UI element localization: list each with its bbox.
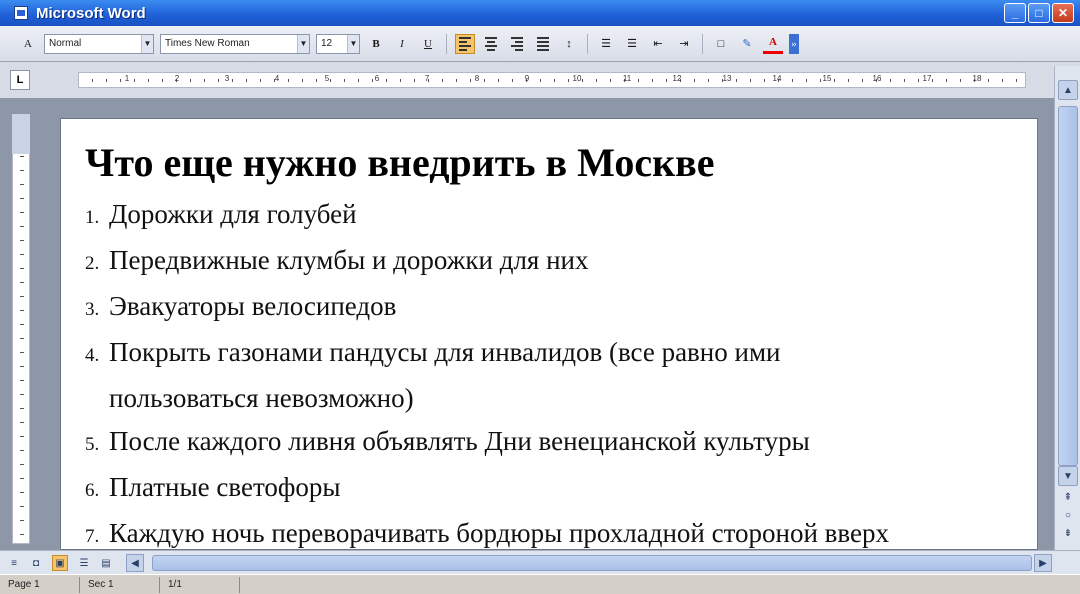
ruler-number: 14 <box>772 74 782 83</box>
chevron-down-icon[interactable]: ▼ <box>347 35 359 53</box>
window-controls <box>1004 3 1074 23</box>
ruler-number: 9 <box>524 74 530 83</box>
decrease-indent-icon[interactable]: ⇤ <box>653 38 663 50</box>
reading-layout-icon[interactable]: ▤ <box>101 557 111 569</box>
ruler-number: 17 <box>922 74 932 83</box>
ruler-number: 7 <box>424 74 430 83</box>
list-item-number: 4. <box>85 345 100 366</box>
word-app-icon[interactable] <box>14 6 28 20</box>
list-item <box>85 420 1025 466</box>
toolbar-options-icon[interactable]: » <box>789 34 799 54</box>
list-item-number: 1. <box>85 207 100 228</box>
italic-button[interactable]: I <box>400 37 404 50</box>
document-workspace <box>0 98 1080 550</box>
ruler-number: 4 <box>274 74 280 83</box>
list-item-number: 3. <box>85 299 100 320</box>
status-section: Sec 1 <box>80 577 160 593</box>
ruler-number: 5 <box>324 74 330 83</box>
font-size-value: 12 <box>321 38 333 49</box>
underline-button[interactable]: U <box>424 37 432 50</box>
print-layout-icon[interactable]: ▣ <box>52 555 68 571</box>
ruler-number: 8 <box>474 74 480 83</box>
numbering-icon[interactable]: ☰ <box>601 38 611 50</box>
normal-view-icon[interactable]: ≡ <box>11 557 17 569</box>
line-spacing-icon[interactable]: ↕ <box>566 37 572 50</box>
document-list <box>85 193 1025 558</box>
vertical-scrollbar[interactable] <box>1054 66 1080 550</box>
web-layout-icon[interactable]: ◘ <box>32 557 40 569</box>
list-item-text: Покрыть газонами пандусы для инвалидов (все равно ими <box>109 337 781 367</box>
ruler-number: 2 <box>174 74 180 83</box>
ruler-number: 18 <box>972 74 982 83</box>
list-item-number: 5. <box>85 434 100 455</box>
styles-icon[interactable]: A <box>24 37 32 50</box>
horizontal-scrollbar-area <box>0 550 1080 574</box>
style-value: Normal <box>49 38 82 49</box>
document-page[interactable] <box>60 118 1038 550</box>
scroll-right-icon[interactable]: ▶ <box>1034 554 1052 572</box>
toolbar-divider <box>446 34 447 54</box>
list-item-text: После каждого ливня объявлять Дни венецианской культуры <box>109 426 810 456</box>
horizontal-ruler[interactable] <box>78 72 1026 88</box>
align-center-button[interactable] <box>481 34 501 54</box>
scroll-up-icon[interactable]: ▲ <box>1058 80 1078 100</box>
outline-view-icon[interactable]: ☰ <box>79 557 89 569</box>
font-color-button[interactable]: A <box>763 34 783 54</box>
tab-selector[interactable]: L <box>10 70 30 90</box>
increase-indent-icon[interactable]: ⇥ <box>679 38 689 50</box>
list-item-text: Передвижные клумбы и дорожки для них <box>109 245 589 275</box>
font-size-select[interactable] <box>316 34 360 54</box>
ruler-number: 12 <box>672 74 682 83</box>
font-select[interactable] <box>160 34 310 54</box>
list-item-text: Платные светофоры <box>109 472 341 502</box>
document-heading: Что еще нужно внедрить в Москве <box>85 140 715 185</box>
ruler-number: 3 <box>224 74 230 83</box>
formatting-toolbar <box>0 26 1080 62</box>
close-button[interactable]: ✕ <box>1052 3 1074 23</box>
minimize-button[interactable]: _ <box>1004 3 1026 23</box>
justify-button[interactable] <box>533 34 553 54</box>
list-item <box>85 239 1025 285</box>
list-item-number: 7. <box>85 526 100 547</box>
style-select[interactable] <box>44 34 154 54</box>
vertical-scroll-thumb[interactable] <box>1058 106 1078 466</box>
vertical-ruler[interactable] <box>12 114 30 544</box>
bullets-icon[interactable]: ☰ <box>627 38 637 50</box>
title-bar <box>0 0 1080 26</box>
ruler-number: 13 <box>722 74 732 83</box>
ruler-number: 10 <box>572 74 582 83</box>
ruler-number: 6 <box>374 74 380 83</box>
scroll-down-icon[interactable]: ▼ <box>1058 466 1078 486</box>
window-title: Microsoft Word <box>36 4 146 22</box>
ruler-number: 1 <box>124 74 130 83</box>
horizontal-scroll-thumb[interactable] <box>152 555 1032 571</box>
status-pages: 1/1 <box>160 577 240 593</box>
font-value: Times New Roman <box>165 38 250 49</box>
select-browse-object-icon[interactable]: ○ <box>1064 509 1072 521</box>
list-item-continuation: пользоваться невозможно) <box>109 383 414 413</box>
chevron-down-icon[interactable]: ▼ <box>297 35 309 53</box>
ruler-number: 15 <box>822 74 832 83</box>
toolbar-divider <box>702 34 703 54</box>
list-item <box>85 331 1025 420</box>
list-item <box>85 466 1025 512</box>
highlight-icon[interactable]: ✎ <box>742 38 752 50</box>
ruler-number: 16 <box>872 74 882 83</box>
status-page: Page 1 <box>0 577 80 593</box>
align-right-button[interactable] <box>507 34 527 54</box>
border-icon[interactable]: □ <box>717 37 725 50</box>
ruler-number: 11 <box>622 74 632 83</box>
list-item-text: Дорожки для голубей <box>109 199 357 229</box>
list-item-text: Эвакуаторы велосипедов <box>109 291 397 321</box>
list-item-number: 6. <box>85 480 100 501</box>
status-bar <box>0 574 1080 594</box>
chevron-down-icon[interactable]: ▼ <box>141 35 153 53</box>
toolbar-divider <box>587 34 588 54</box>
list-item-text: Каждую ночь переворачивать бордюры прохладной стороной вверх <box>109 518 889 548</box>
list-item <box>85 285 1025 331</box>
ruler-area <box>0 62 1080 98</box>
previous-page-icon[interactable]: ⇞ <box>1063 491 1073 503</box>
align-left-button[interactable] <box>455 34 475 54</box>
bold-button[interactable]: B <box>372 37 380 50</box>
maximize-button[interactable]: □ <box>1028 3 1050 23</box>
list-item-number: 2. <box>85 253 100 274</box>
vertical-ruler-margin <box>12 114 30 154</box>
scroll-left-icon[interactable]: ◀ <box>126 554 144 572</box>
next-page-icon[interactable]: ⇟ <box>1063 527 1073 539</box>
list-item <box>85 193 1025 239</box>
